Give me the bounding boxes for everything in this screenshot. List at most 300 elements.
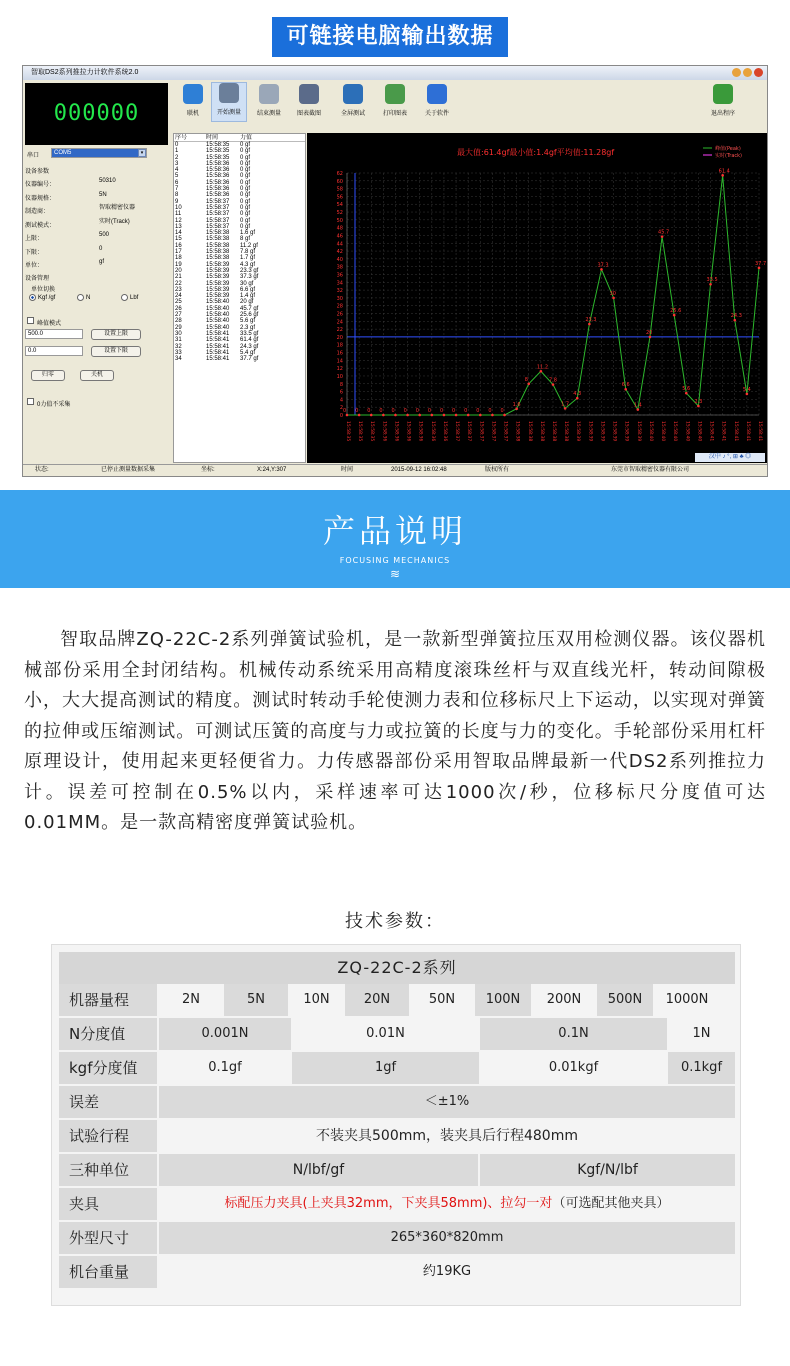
- x-tick-label: 15:58:38: [563, 421, 569, 442]
- table-cell: 15:58:38: [206, 230, 230, 237]
- toolbar-button-2[interactable]: [251, 84, 287, 117]
- data-label: 24.3: [730, 313, 742, 320]
- table-cell: 0 gf: [240, 217, 251, 224]
- column-header: 时间: [206, 135, 219, 141]
- table-cell: 34: [175, 356, 182, 363]
- fixture-optional: （可选配其他夹具）: [552, 1196, 670, 1211]
- table-cell: 11.2 gf: [240, 242, 258, 249]
- x-tick-label: 15:58:37: [454, 421, 460, 442]
- data-point: [721, 174, 724, 177]
- spec-row-label: 试验行程: [59, 1120, 157, 1152]
- table-cell: 15:58:37: [206, 217, 230, 224]
- data-label: 0: [452, 408, 456, 414]
- y-tick-label: 28: [336, 303, 343, 310]
- field-value: 0: [99, 245, 103, 252]
- data-point: [382, 414, 385, 417]
- y-tick-label: 52: [336, 210, 343, 217]
- table-cell: 15:58:39: [206, 286, 230, 293]
- data-point: [576, 397, 579, 400]
- table-cell: 1.6 gf: [240, 230, 256, 237]
- table-cell: 0: [175, 142, 179, 148]
- field-label: 测试模式：: [25, 222, 56, 229]
- data-point: [637, 408, 640, 411]
- table-cell: 8: [175, 192, 179, 199]
- x-tick-label: 15:58:40: [672, 421, 678, 442]
- spec-row-label: N分度值: [59, 1018, 157, 1050]
- table-cell: 31: [175, 337, 182, 344]
- chart-svg: [307, 133, 767, 463]
- toolbar-label: 关于软件: [424, 111, 449, 117]
- table-cell: 15:58:36: [206, 160, 230, 167]
- data-point: [540, 370, 543, 373]
- spec-row-label: 外型尺寸: [59, 1222, 157, 1254]
- set-upper-button[interactable]: 设置上限: [91, 329, 141, 340]
- spec-cell: 1gf: [292, 1052, 479, 1084]
- x-tick-label: 15:58:41: [744, 421, 750, 442]
- spec-range-cell: 50N: [410, 984, 474, 1016]
- toolbar-label: 退出程序: [710, 111, 735, 117]
- spec-row-weight: [59, 1256, 735, 1288]
- toolbar-button-7[interactable]: [705, 84, 741, 117]
- data-label: 7.8: [549, 377, 557, 384]
- data-point: [661, 235, 664, 238]
- data-table: [173, 133, 306, 463]
- coord-label: 坐标:: [201, 467, 215, 473]
- table-cell: 15:58:41: [206, 337, 230, 344]
- y-tick-label: 14: [336, 358, 343, 365]
- spec-row-label: 机器量程: [59, 984, 157, 1016]
- y-tick-label: 30: [336, 295, 343, 302]
- y-tick-label: 40: [336, 256, 343, 263]
- x-tick-label: 15:58:37: [478, 421, 484, 442]
- data-point: [588, 323, 591, 326]
- y-tick-label: 54: [336, 202, 343, 209]
- column-header: 力值: [240, 135, 253, 141]
- x-tick-label: 15:58:36: [441, 421, 447, 442]
- unit-radio-n[interactable]: [77, 294, 84, 301]
- table-cell: 15:58:35: [206, 148, 230, 155]
- unit-option-n: N: [86, 295, 91, 301]
- spec-cell: 0.1gf: [159, 1052, 291, 1084]
- peak-mode-checkbox[interactable]: [27, 317, 34, 324]
- data-point: [479, 414, 482, 417]
- table-cell: 21: [175, 274, 182, 281]
- spec-range-cell: 2N: [159, 984, 223, 1016]
- table-cell: 2: [175, 154, 179, 161]
- data-label: 25.6: [670, 308, 682, 315]
- table-cell: 0 gf: [240, 142, 251, 148]
- data-point: [503, 414, 506, 417]
- data-point: [612, 297, 615, 300]
- x-tick-label: 15:58:36: [393, 421, 399, 442]
- data-label: 0: [439, 408, 444, 414]
- zero-button[interactable]: 归零: [31, 370, 65, 381]
- table-cell: 37.7 gf: [240, 356, 259, 363]
- data-point: [697, 405, 700, 408]
- left-panel: [25, 148, 171, 463]
- y-tick-label: 50: [336, 217, 343, 224]
- legend-entry: 实时(Track): [715, 153, 742, 159]
- spec-table: [51, 944, 741, 1306]
- x-tick-label: 15:58:41: [732, 421, 738, 442]
- table-header: [174, 134, 305, 142]
- y-tick-label: 2: [339, 405, 343, 412]
- table-cell: 15:58:37: [206, 198, 230, 205]
- spec-cell: 265*360*820mm: [159, 1222, 735, 1254]
- x-tick-label: 15:58:41: [708, 421, 714, 442]
- table-cell: 14: [175, 230, 182, 237]
- table-cell: 0 gf: [240, 192, 251, 199]
- port-select[interactable]: COM5: [51, 148, 147, 158]
- table-row: [174, 356, 305, 362]
- data-point: [515, 407, 518, 410]
- data-point: [370, 414, 373, 417]
- table-cell: 26: [175, 305, 182, 312]
- system-tray: 汉中 ♪ °, ⊞ ♣ ◎: [695, 453, 765, 462]
- data-point: [564, 407, 567, 410]
- x-tick-label: 15:58:40: [647, 421, 653, 442]
- y-tick-label: 16: [336, 350, 343, 357]
- data-label: 0: [415, 408, 419, 414]
- table-cell: 17: [175, 249, 182, 256]
- x-tick-label: 15:58:40: [660, 421, 666, 442]
- data-label: 33.5: [706, 277, 718, 284]
- table-cell: 22: [175, 280, 182, 287]
- table-cell: 9: [175, 198, 179, 205]
- table-cell: 61.4 gf: [240, 337, 259, 344]
- column-header: 序号: [175, 135, 188, 141]
- data-label: 20: [645, 329, 653, 336]
- force-display: 000000: [25, 83, 168, 145]
- upper-limit-input[interactable]: 500.0: [25, 329, 83, 339]
- table-cell: 0 gf: [240, 179, 251, 186]
- x-tick-label: 15:58:39: [599, 421, 605, 442]
- y-tick-label: 12: [336, 366, 343, 373]
- data-point: [394, 414, 397, 417]
- spec-row-stroke: [59, 1120, 735, 1152]
- info-icon: [427, 84, 447, 104]
- y-tick-label: 24: [336, 319, 343, 326]
- spec-row-error: [59, 1086, 735, 1118]
- minimize-icon[interactable]: [732, 68, 741, 77]
- y-tick-label: 62: [336, 171, 343, 177]
- table-cell: 15:58:36: [206, 167, 230, 174]
- data-label: 1.6: [512, 401, 521, 408]
- y-tick-label: 18: [336, 342, 343, 349]
- x-tick-label: 15:58:35: [357, 421, 363, 442]
- data-point: [406, 414, 409, 417]
- table-cell: 15:58:41: [206, 330, 230, 337]
- toolbar-label: 结束测量: [256, 111, 281, 117]
- data-label: 61.4: [718, 168, 730, 175]
- spec-cell: 0.001N: [159, 1018, 291, 1050]
- field-value: gf: [99, 259, 105, 265]
- screenshot-icon: [299, 84, 319, 104]
- window-titlebar: [23, 66, 767, 80]
- table-cell: 15:58:39: [206, 280, 230, 287]
- table-cell: 15:58:38: [206, 236, 230, 243]
- field-label: 制造商：: [25, 209, 50, 215]
- table-cell: 15:58:40: [206, 312, 230, 319]
- y-tick-label: 44: [336, 241, 343, 248]
- data-point: [624, 388, 627, 391]
- y-tick-label: 60: [336, 178, 343, 185]
- company-name: 东莞市智取精密仪器有限公司: [611, 467, 690, 473]
- set-lower-button[interactable]: 设置下限: [91, 346, 141, 357]
- data-point: [685, 392, 688, 395]
- params-section: 设备参数: [25, 169, 50, 175]
- x-tick-label: 15:58:36: [381, 421, 387, 442]
- x-tick-label: 15:58:38: [538, 421, 544, 442]
- table-cell: 15:58:40: [206, 305, 230, 312]
- spec-header: ZQ-22C-2系列: [59, 952, 735, 984]
- y-tick-label: 56: [336, 194, 343, 201]
- table-cell: 0 gf: [240, 186, 251, 193]
- state-value: 已停止测量数据采集: [101, 467, 156, 473]
- x-tick-label: 15:58:39: [575, 421, 581, 442]
- data-label: 2.3: [694, 399, 703, 406]
- table-cell: 15:58:36: [206, 192, 230, 199]
- time-label: 时间: [341, 467, 354, 473]
- table-cell: 15:58:37: [206, 223, 230, 230]
- spec-cell: N/lbf/gf: [159, 1154, 478, 1186]
- x-tick-label: 15:58:36: [417, 421, 423, 442]
- x-tick-label: 15:58:36: [429, 421, 435, 442]
- data-point: [467, 414, 470, 417]
- table-cell: 20 gf: [240, 299, 254, 306]
- table-cell: 4.3 gf: [240, 261, 256, 268]
- data-point: [443, 414, 446, 417]
- spec-range-cell: 1000N: [654, 984, 720, 1016]
- y-tick-label: 32: [336, 288, 343, 295]
- table-cell: 10: [175, 204, 182, 211]
- close-icon[interactable]: [754, 68, 763, 77]
- data-point: [649, 336, 652, 339]
- power-off-button[interactable]: 关机: [80, 370, 114, 381]
- table-cell: 15:58:39: [206, 267, 230, 274]
- table-cell: 15:58:35: [206, 142, 230, 148]
- data-point: [709, 283, 712, 286]
- toolbar-button-5[interactable]: [377, 84, 413, 117]
- data-point: [418, 414, 421, 417]
- table-cell: 8 gf: [240, 236, 251, 243]
- field-value: 500: [99, 232, 110, 238]
- table-cell: 1: [175, 148, 179, 155]
- toolbar-button-3[interactable]: [291, 84, 327, 117]
- start-measure-icon: [219, 83, 239, 103]
- table-cell: 15:58:36: [206, 179, 230, 186]
- unit-radio-kgf[interactable]: [29, 294, 36, 301]
- spec-row-label: 机台重量: [59, 1256, 157, 1288]
- spec-row-label: 三种单位: [59, 1154, 157, 1186]
- x-tick-label: 15:58:39: [611, 421, 617, 442]
- table-cell: 15:58:36: [206, 186, 230, 193]
- unit-radio-lbf[interactable]: [121, 294, 128, 301]
- table-cell: 0 gf: [240, 148, 251, 155]
- y-tick-label: 8: [339, 381, 343, 388]
- data-label: 1.7: [561, 401, 570, 408]
- table-cell: 5.6 gf: [240, 318, 256, 325]
- table-cell: 32: [175, 343, 182, 350]
- toolbar-label: 开始测量: [216, 110, 241, 116]
- table-cell: 15:58:38: [206, 255, 230, 262]
- y-tick-label: 0: [339, 413, 343, 419]
- field-label: 仪器规格：: [25, 195, 56, 202]
- section-title: 产品说明: [322, 512, 467, 550]
- x-tick-label: 15:58:37: [466, 421, 472, 442]
- toolbar-button-4[interactable]: [335, 84, 371, 117]
- fixture-standard: 标配压力夹具(上夹具32mm，下夹具58mm)、拉勾一对: [224, 1196, 553, 1211]
- table-cell: 0 gf: [240, 204, 251, 211]
- table-cell: 6: [175, 179, 179, 186]
- table-cell: 0 gf: [240, 154, 251, 161]
- data-label: 23.3: [585, 317, 597, 324]
- x-tick-label: 15:58:41: [757, 421, 762, 442]
- fullscreen-icon: [343, 84, 363, 104]
- spec-range-cell: 20N: [345, 984, 409, 1016]
- waves-icon: ≋: [389, 567, 401, 581]
- section-subtitle: FOCUSING MECHANICS: [339, 556, 451, 565]
- table-cell: 15:58:37: [206, 211, 230, 218]
- table-cell: 0 gf: [240, 211, 251, 218]
- data-point: [491, 414, 494, 417]
- data-point: [746, 393, 749, 396]
- x-tick-label: 15:58:37: [502, 421, 508, 442]
- table-cell: 23: [175, 286, 182, 293]
- table-cell: 23.3 gf: [240, 267, 259, 274]
- peak-mode-label: 峰值模式: [37, 321, 62, 327]
- data-point: [733, 319, 736, 322]
- data-label: 1.4: [633, 402, 642, 409]
- force-chart: [307, 133, 767, 463]
- table-cell: 33: [175, 349, 182, 356]
- table-cell: 30: [175, 330, 182, 337]
- toolbar-label: 联机: [186, 111, 199, 117]
- lower-limit-input[interactable]: 0.0: [25, 346, 83, 356]
- manage-section: 设备管理: [25, 276, 50, 282]
- table-cell: 15:58:35: [206, 154, 230, 161]
- window-title: 智取DS2系列推拉力计软件系统2.0: [31, 69, 139, 76]
- maximize-icon[interactable]: [743, 68, 752, 77]
- y-tick-label: 46: [336, 233, 343, 240]
- field-value: 50310: [99, 178, 116, 184]
- unit-switch-label: 单位切换: [31, 287, 56, 293]
- data-label: 11.2: [536, 364, 549, 371]
- spec-range-cell: 10N: [289, 984, 344, 1016]
- table-cell: 0 gf: [240, 167, 251, 174]
- y-tick-label: 34: [336, 280, 343, 287]
- print-icon: [385, 84, 405, 104]
- spec-range-cell: 100N: [475, 984, 531, 1016]
- table-cell: 4: [175, 167, 179, 174]
- spec-cell: 不装夹具500mm，装夹具后行程480mm: [159, 1120, 735, 1152]
- spec-range-cell: 200N: [532, 984, 596, 1016]
- table-cell: 15:58:41: [206, 349, 230, 356]
- table-cell: 18: [175, 255, 182, 262]
- table-cell: 33.5 gf: [240, 330, 259, 337]
- spec-range-cell: 5N: [224, 984, 288, 1016]
- section-band: [0, 490, 790, 588]
- table-cell: 29: [175, 324, 182, 331]
- data-label: 37.3: [597, 262, 609, 269]
- spec-title: 技术参数：: [345, 911, 445, 932]
- table-cell: 15:58:36: [206, 173, 230, 180]
- data-point: [758, 267, 761, 270]
- toolbar-label: 打印图表: [382, 111, 407, 117]
- toolbar-button-1[interactable]: [211, 82, 247, 122]
- spec-cell: 0.01kgf: [480, 1052, 667, 1084]
- legend-entry: 峰值(Peak): [715, 146, 741, 152]
- rights-label: 版权所有: [485, 467, 510, 473]
- table-cell: 15:58:41: [206, 343, 230, 350]
- toolbar-label: 全屏测试: [340, 111, 365, 117]
- data-point: [527, 382, 530, 385]
- data-label: 0: [391, 408, 395, 414]
- x-tick-label: 15:58:39: [623, 421, 629, 442]
- x-tick-label: 15:58:36: [405, 421, 411, 442]
- table-cell: 27: [175, 312, 182, 319]
- table-cell: 1.4 gf: [240, 293, 256, 300]
- y-tick-label: 22: [336, 327, 343, 334]
- table-cell: 7.8 gf: [240, 249, 256, 256]
- spec-row-range: [59, 984, 735, 1016]
- data-label: 8: [524, 376, 528, 383]
- field-label: 上限：: [25, 236, 44, 242]
- table-cell: 24.3 gf: [240, 343, 259, 350]
- y-tick-label: 6: [339, 389, 343, 396]
- exit-icon: [713, 84, 733, 104]
- spec-cell: 1N: [668, 1018, 735, 1050]
- x-tick-label: 15:58:35: [369, 421, 375, 442]
- table-cell: 15:58:41: [206, 356, 230, 363]
- data-point: [600, 268, 603, 271]
- spec-cell: ＜±1%: [159, 1086, 735, 1118]
- product-description: 智取品牌ZQ-22C-2系列弹簧试验机，是一款新型弹簧拉压双用检测仪器。该仪器机械部份采用全封闭结构。机械传动系统采用高精度滚珠丝杆与双直线光杆，转动间隙极小，大大提高测试的精度。测试时转动手轮使测力表和位移标尺上下运动，以实现对弹簧的拉伸或压缩测试。可测试压簧的高度与力或拉簧的长度与力的变化。手轮部份采用杠杆原理设计，使用起来更轻便省力。力传感器部份采用智取品牌最新一代DS2系列推拉力计。误差可控制在0.5%以内，采样速率可达1000次/秒，位移标尺分度值可达0.01MM。是一款高精密度弹簧试验机。: [24, 629, 766, 833]
- table-cell: 15: [175, 236, 182, 243]
- table-cell: 30 gf: [240, 280, 254, 287]
- zero-no-sample-checkbox[interactable]: [27, 398, 34, 405]
- x-tick-label: 15:58:38: [551, 421, 556, 442]
- y-tick-label: 48: [336, 225, 343, 232]
- table-cell: 5: [175, 173, 179, 180]
- table-cell: 13: [175, 223, 182, 230]
- data-point: [455, 414, 458, 417]
- field-value: 5N: [99, 191, 107, 198]
- spec-row-kgf-div: [59, 1052, 735, 1084]
- toolbar-button-6[interactable]: [419, 84, 455, 117]
- toolbar-button-0[interactable]: [175, 84, 211, 117]
- spec-row-label: 误差: [59, 1086, 157, 1118]
- table-cell: 28: [175, 318, 182, 325]
- table-cell: 45.7 gf: [240, 305, 259, 312]
- chevron-down-icon[interactable]: ▾: [138, 149, 146, 157]
- chart-summary: 最大值:61.4gf最小值:1.4gf平均值:11.28gf: [457, 148, 615, 157]
- spec-cell: Kgf/N/lbf: [480, 1154, 735, 1186]
- data-label: 0: [476, 408, 480, 414]
- x-tick-label: 15:58:39: [587, 421, 593, 442]
- table-cell: 24: [175, 293, 182, 300]
- table-cell: 15:58:37: [206, 204, 230, 211]
- x-tick-label: 15:58:39: [635, 421, 641, 442]
- unit-option-lbf: Lbf: [130, 295, 139, 301]
- header-banner: 可链接电脑输出数据: [272, 17, 508, 57]
- y-tick-label: 42: [336, 249, 343, 256]
- status-bar: [23, 464, 767, 476]
- spec-cell: 0.1kgf: [668, 1052, 735, 1084]
- spec-cell: 0.1N: [480, 1018, 667, 1050]
- spec-row-fixture: [59, 1188, 735, 1220]
- table-cell: 12: [175, 217, 182, 224]
